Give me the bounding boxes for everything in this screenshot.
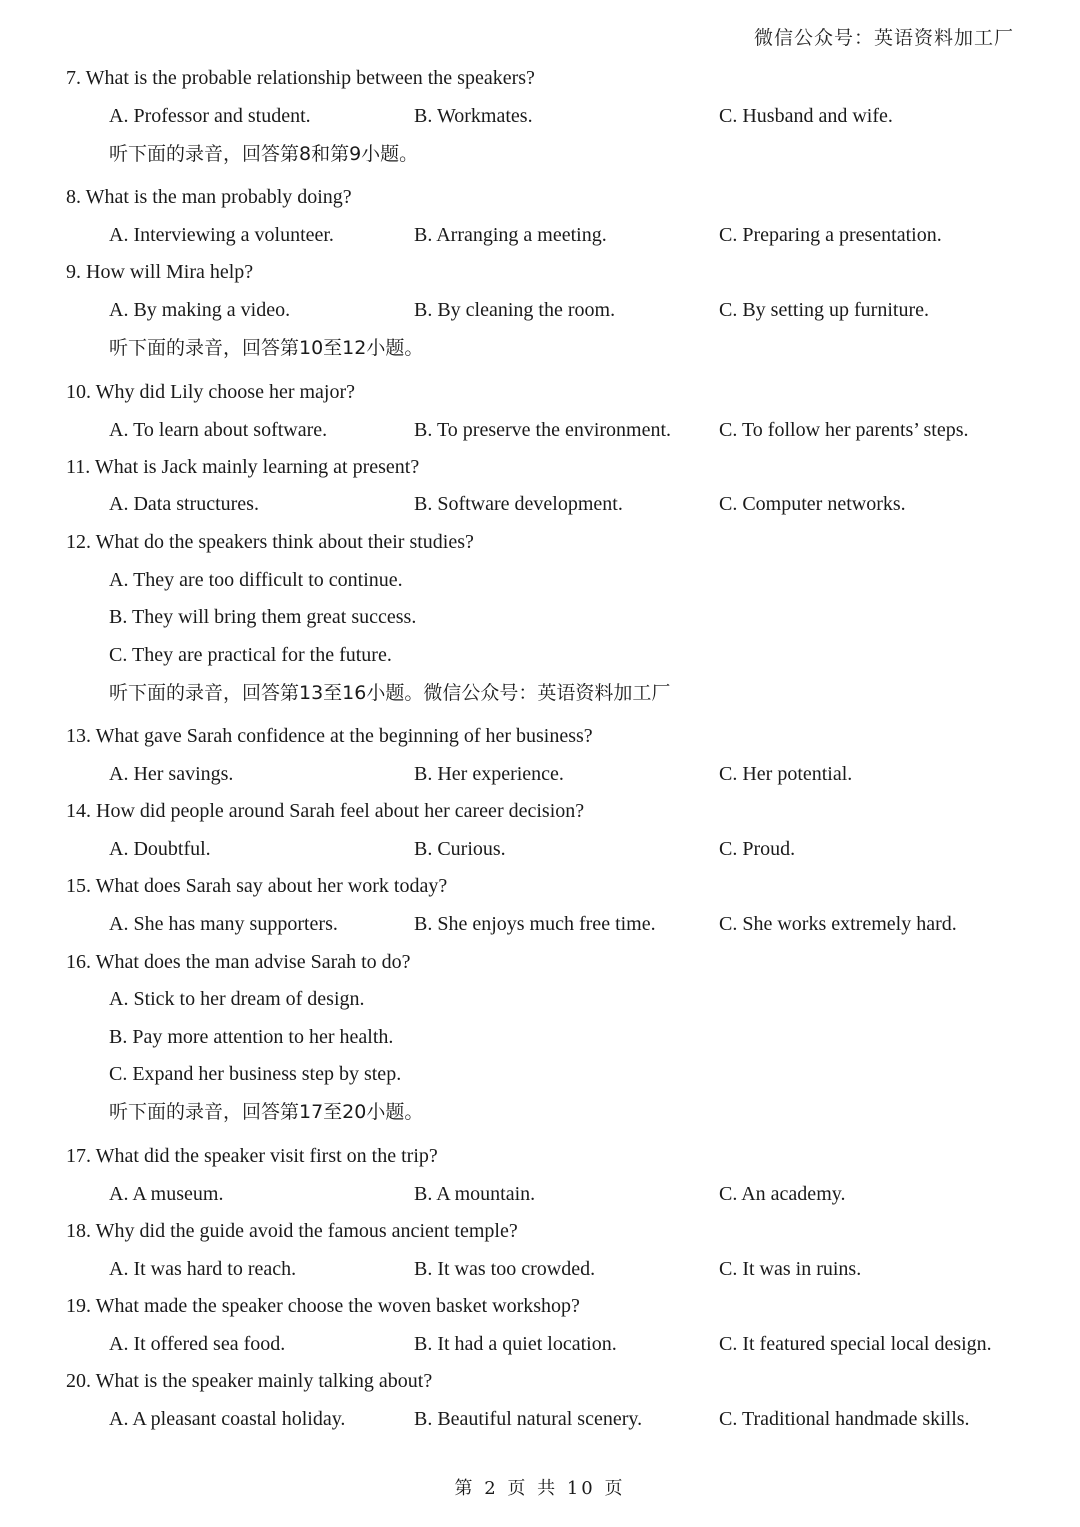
question-14-option-c: C. Proud. bbox=[719, 838, 796, 860]
question-19-option-c: C. It featured special local design. bbox=[719, 1333, 992, 1355]
question-15-option-b: B. She enjoys much free time. bbox=[414, 913, 656, 935]
question-12-option-c: C. They are practical for the future. bbox=[109, 644, 392, 666]
question-13-stem: 13. What gave Sarah confidence at the beginning of her business? bbox=[66, 725, 593, 747]
instruction-10-12: 听下面的录音，回答第10至12小题。 bbox=[109, 337, 424, 359]
question-15-option-a: A. She has many supporters. bbox=[109, 913, 338, 935]
question-12-stem: 12. What do the speakers think about their studies? bbox=[66, 531, 474, 553]
question-16-option-b: B. Pay more attention to her health. bbox=[109, 1026, 394, 1048]
question-19-stem: 19. What made the speaker choose the woven basket workshop? bbox=[66, 1295, 580, 1317]
question-20-option-b: B. Beautiful natural scenery. bbox=[414, 1408, 643, 1430]
question-19-option-a: A. It offered sea food. bbox=[109, 1333, 286, 1355]
question-9-option-a: A. By making a video. bbox=[109, 299, 291, 321]
question-15-stem: 15. What does Sarah say about her work today? bbox=[66, 875, 448, 897]
question-14-option-b: B. Curious. bbox=[414, 838, 506, 860]
question-8-stem: 8. What is the man probably doing? bbox=[66, 186, 352, 208]
question-10-option-b: B. To preserve the environment. bbox=[414, 419, 672, 441]
question-18-option-a: A. It was hard to reach. bbox=[109, 1258, 297, 1280]
question-18-option-b: B. It was too crowded. bbox=[414, 1258, 596, 1280]
question-17-option-b: B. A mountain. bbox=[414, 1183, 536, 1205]
question-7-option-a: A. Professor and student. bbox=[109, 105, 311, 127]
question-7-stem: 7. What is the probable relationship between the speakers? bbox=[66, 67, 535, 89]
page-footer: 第 2 页 共 10 页 bbox=[454, 1478, 626, 1499]
page-header-watermark: 微信公众号：英语资料加工厂 bbox=[753, 27, 1014, 49]
question-8-option-a: A. Interviewing a volunteer. bbox=[109, 224, 334, 246]
question-13-option-b: B. Her experience. bbox=[414, 763, 564, 785]
question-20-stem: 20. What is the speaker mainly talking about? bbox=[66, 1370, 433, 1392]
question-10-option-c: C. To follow her parents’ steps. bbox=[719, 419, 969, 441]
question-16-stem: 16. What does the man advise Sarah to do? bbox=[66, 951, 411, 973]
question-19-option-b: B. It had a quiet location. bbox=[414, 1333, 617, 1355]
question-18-option-c: C. It was in ruins. bbox=[719, 1258, 862, 1280]
question-17-stem: 17. What did the speaker visit first on the trip? bbox=[66, 1145, 438, 1167]
question-12-option-a: A. They are too difficult to continue. bbox=[109, 569, 403, 591]
question-17-option-a: A. A museum. bbox=[109, 1183, 224, 1205]
question-13-option-c: C. Her potential. bbox=[719, 763, 853, 785]
question-9-option-b: B. By cleaning the room. bbox=[414, 299, 616, 321]
question-20-option-c: C. Traditional handmade skills. bbox=[719, 1408, 970, 1430]
question-11-stem: 11. What is Jack mainly learning at present? bbox=[66, 456, 420, 478]
instruction-13-16: 听下面的录音，回答第13至16小题。微信公众号：英语资料加工厂 bbox=[109, 682, 671, 704]
question-16-option-a: A. Stick to her dream of design. bbox=[109, 988, 365, 1010]
question-9-option-c: C. By setting up furniture. bbox=[719, 299, 929, 321]
question-10-option-a: A. To learn about software. bbox=[109, 419, 328, 441]
question-20-option-a: A. A pleasant coastal holiday. bbox=[109, 1408, 346, 1430]
question-14-stem: 14. How did people around Sarah feel about her career decision? bbox=[66, 800, 585, 822]
question-11-option-a: A. Data structures. bbox=[109, 493, 259, 515]
question-11-option-b: B. Software development. bbox=[414, 493, 623, 515]
question-12-option-b: B. They will bring them great success. bbox=[109, 606, 417, 628]
question-13-option-a: A. Her savings. bbox=[109, 763, 234, 785]
question-15-option-c: C. She works extremely hard. bbox=[719, 913, 957, 935]
question-8-option-c: C. Preparing a presentation. bbox=[719, 224, 942, 246]
question-9-stem: 9. How will Mira help? bbox=[66, 261, 254, 283]
question-17-option-c: C. An academy. bbox=[719, 1183, 846, 1205]
question-7-option-b: B. Workmates. bbox=[414, 105, 533, 127]
question-14-option-a: A. Doubtful. bbox=[109, 838, 211, 860]
instruction-17-20: 听下面的录音，回答第17至20小题。 bbox=[109, 1101, 424, 1123]
question-7-option-c: C. Husband and wife. bbox=[719, 105, 893, 127]
instruction-8-9: 听下面的录音，回答第8和第9小题。 bbox=[109, 143, 419, 165]
question-11-option-c: C. Computer networks. bbox=[719, 493, 906, 515]
question-8-option-b: B. Arranging a meeting. bbox=[414, 224, 607, 246]
question-10-stem: 10. Why did Lily choose her major? bbox=[66, 381, 356, 403]
question-18-stem: 18. Why did the guide avoid the famous ancient temple? bbox=[66, 1220, 518, 1242]
question-16-option-c: C. Expand her business step by step. bbox=[109, 1063, 402, 1085]
